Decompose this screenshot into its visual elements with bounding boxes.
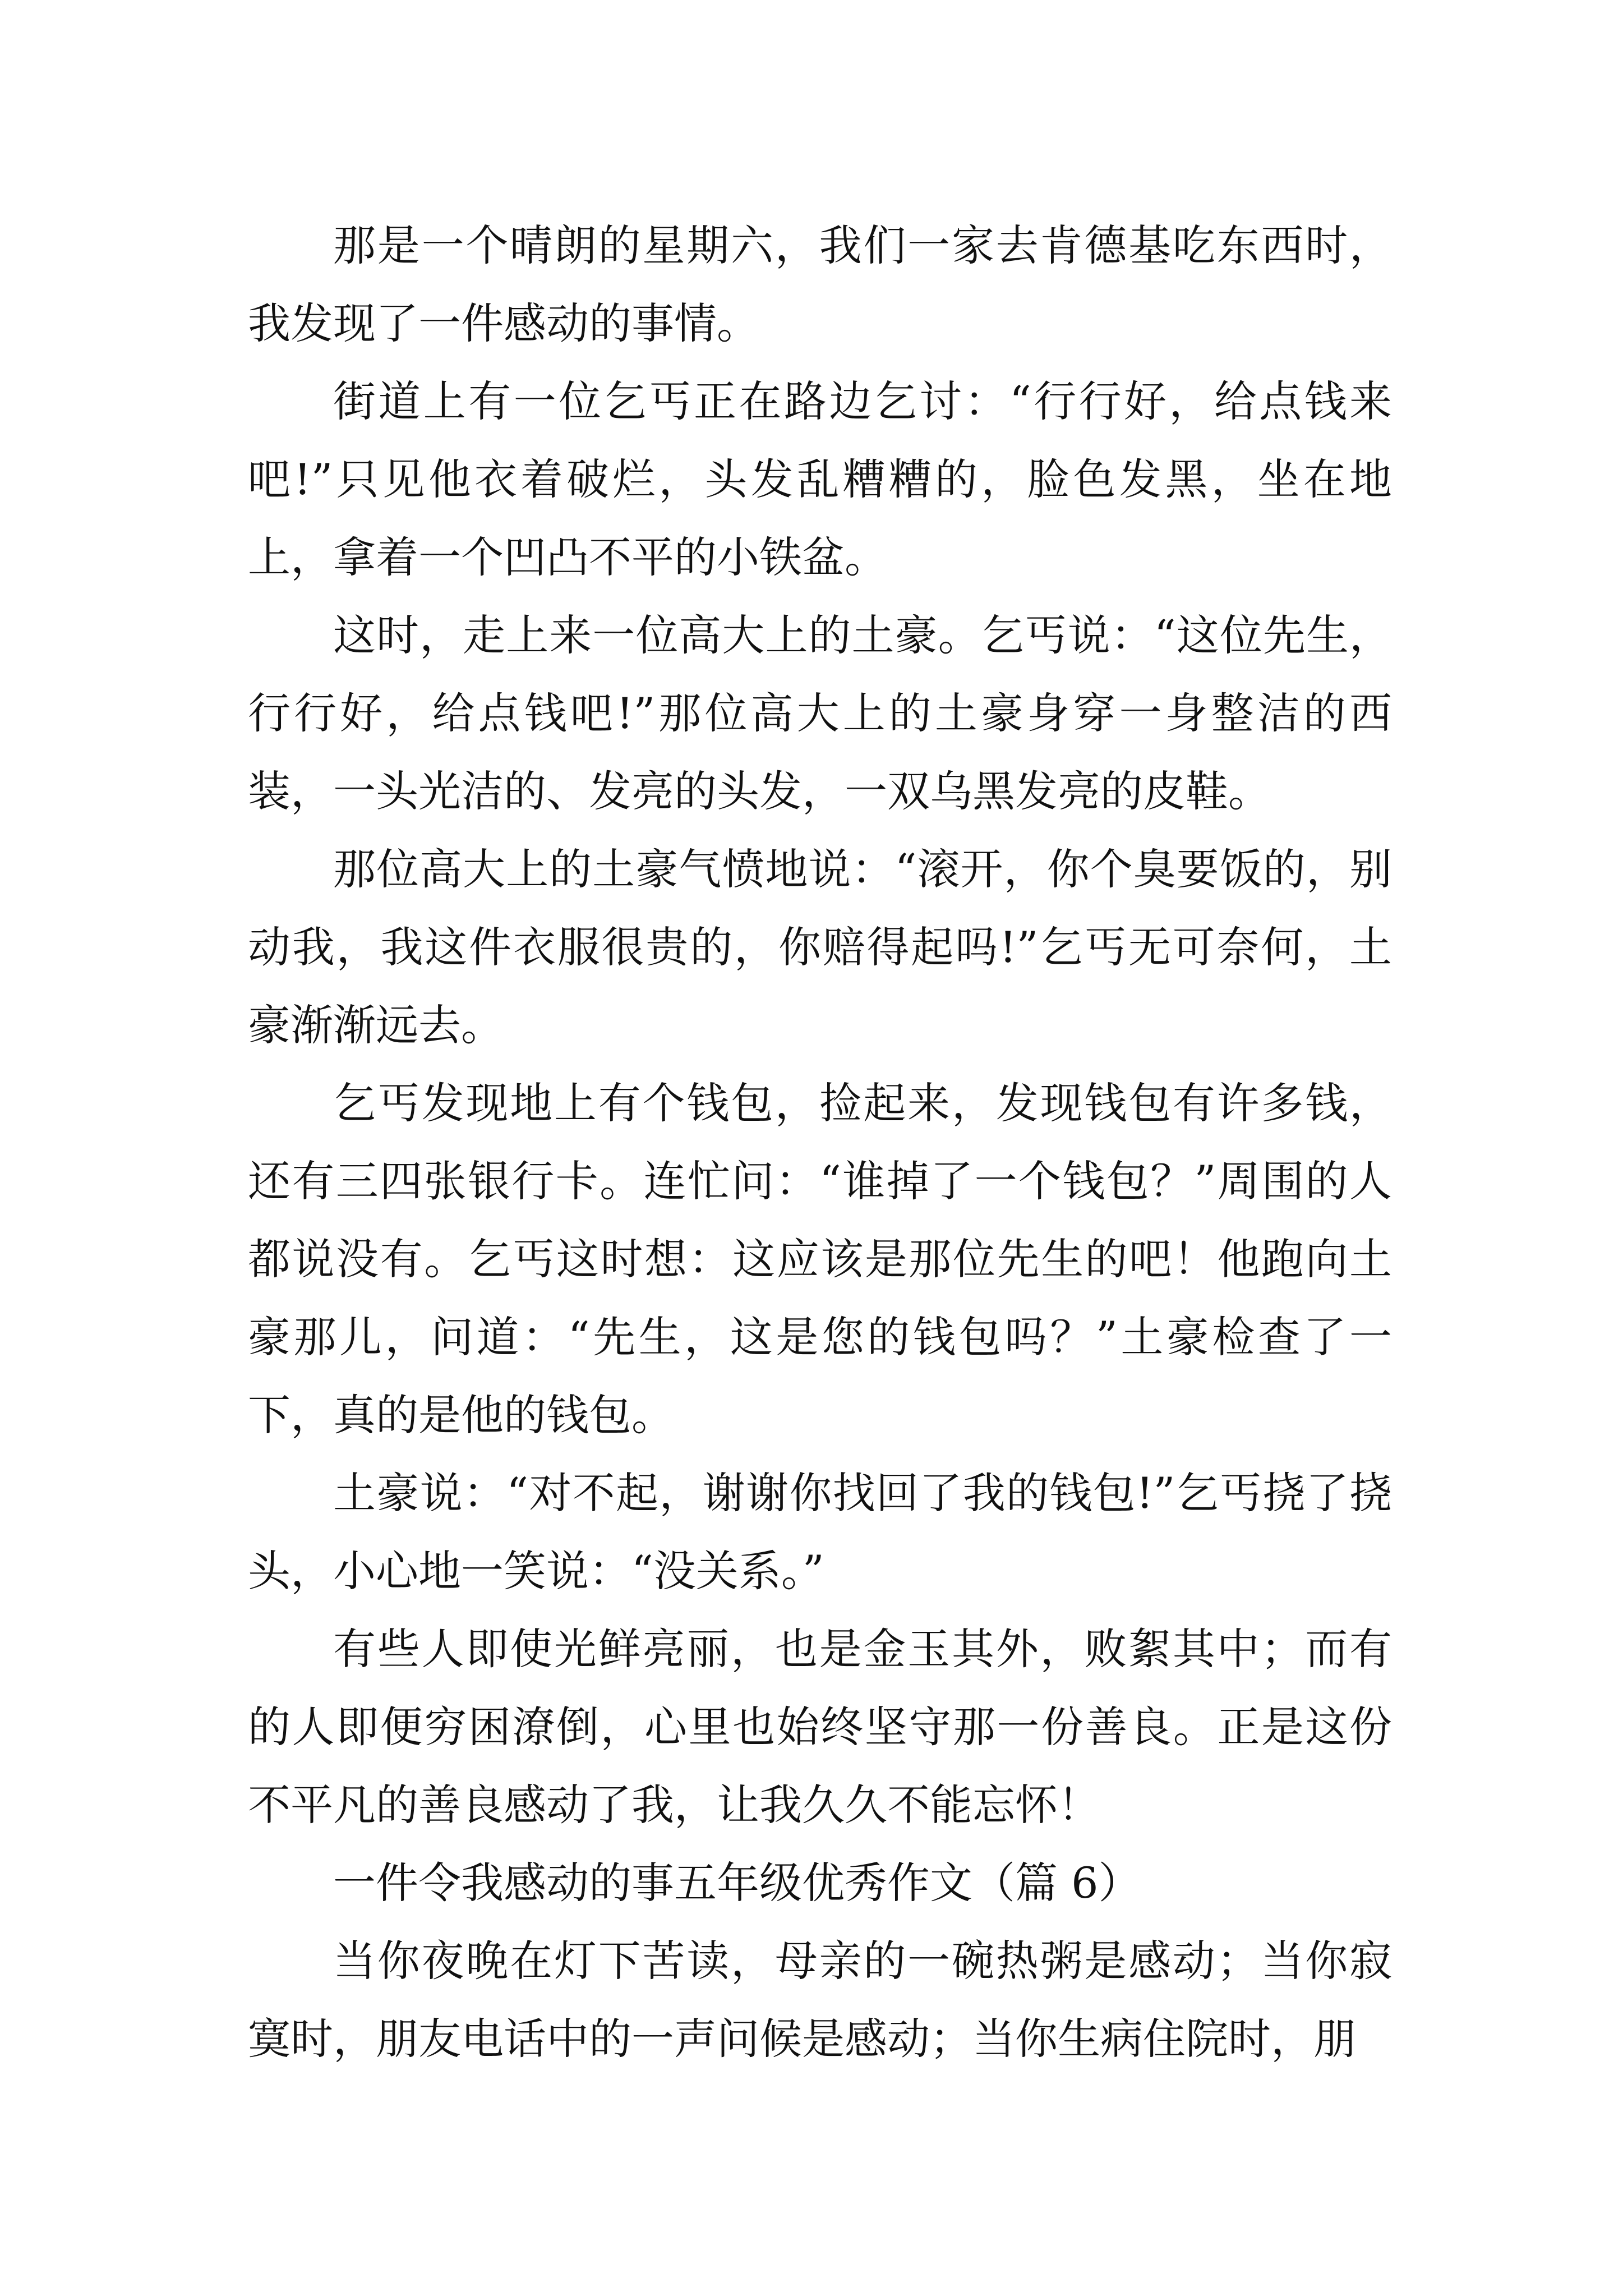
paragraph-2: 街道上有一位乞丐正在路边乞讨：“行行好，给点钱来吧!”只见他衣着破烂，头发乱糟糟的，脸色发黑，坐在地上，拿着一个凹凸不平的小铁盆。 (248, 376, 1392, 582)
document-body (248, 206, 1392, 2078)
paragraph-6: 土豪说：“对不起，谢谢你找回了我的钱包!”乞丐挠了挠头，小心地一笑说：“没关系。” (248, 1468, 1392, 1596)
paragraph-4: 那位高大上的土豪气愤地说：“滚开，你个臭要饭的，别动我，我这件衣服很贵的，你赔得起吗!”乞丐无可奈何，土豪渐渐远去。 (248, 844, 1392, 1050)
section-heading: 一件令我感动的事五年级优秀作文（篇 6） (333, 1858, 1141, 1908)
paragraph-1: 那是一个晴朗的星期六，我们一家去肯德基吃东西时，我发现了一件感动的事情。 (248, 220, 1392, 348)
paragraph-7: 有些人即使光鲜亮丽，也是金玉其外，败絮其中；而有的人即便穷困潦倒，心里也始终坚守那一份善良。正是这份不平凡的善良感动了我，让我久久不能忘怀！ (248, 1624, 1392, 1830)
paragraph-5: 乞丐发现地上有个钱包，捡起来，发现钱包有许多钱，还有三四张银行卡。连忙问：“谁掉了一个钱包？”周围的人都说没有。乞丐这时想：这应该是那位先生的吧！他跑向土豪那儿，问道：“先生，这是您的钱包吗？”土豪检查了一下，真的是他的钱包。 (248, 1078, 1392, 1440)
paragraph-3: 这时，走上来一位高大上的土豪。乞丐说：“这位先生，行行好，给点钱吧!”那位高大上的土豪身穿一身整洁的西装，一头光洁的、发亮的头发，一双乌黑发亮的皮鞋。 (248, 610, 1392, 816)
paragraph-8: 当你夜晚在灯下苦读，母亲的一碗热粥是感动；当你寂寞时，朋友电话中的一声问候是感动；当你生病住院时，朋 (248, 1936, 1392, 2064)
